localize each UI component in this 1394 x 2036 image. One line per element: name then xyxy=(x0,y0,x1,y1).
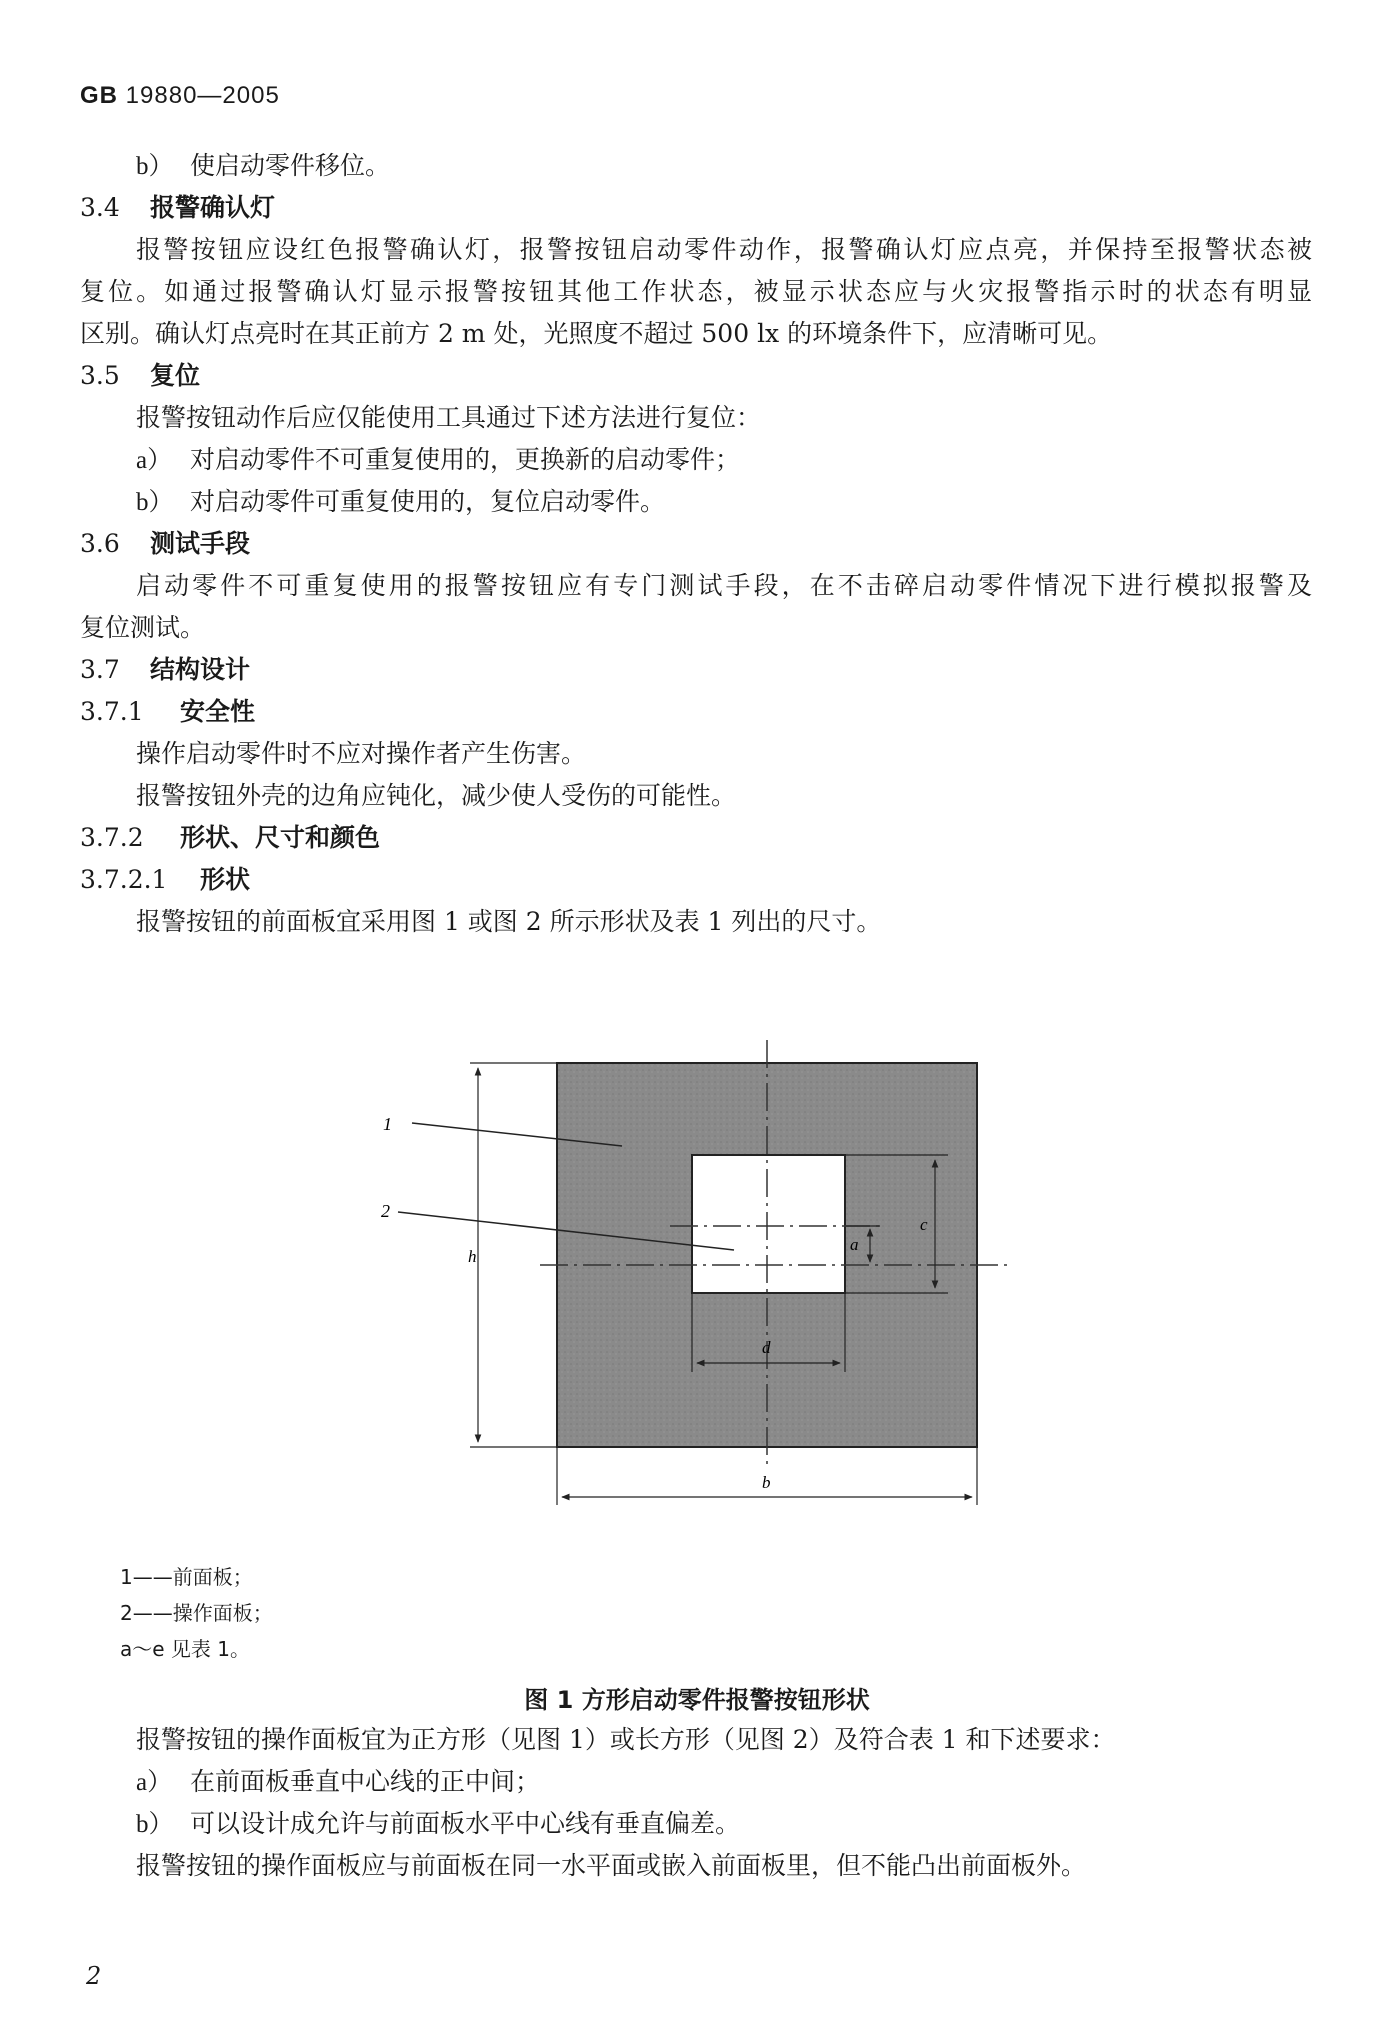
list-item: b） 使启动零件移位。 xyxy=(136,151,391,180)
paragraph-line: 操作启动零件时不应对操作者产生伤害。 xyxy=(136,739,587,768)
figure-legend-3: a～e 见表 1。 xyxy=(120,1637,250,1661)
label-1: 1 xyxy=(383,1114,392,1134)
section-heading: 3.6 测试手段 xyxy=(80,529,251,558)
paragraph-line: 报警按钮外壳的边角应钝化，减少使人受伤的可能性。 xyxy=(136,781,737,810)
section-heading: 3.4 报警确认灯 xyxy=(80,193,276,222)
standard-prefix: GB xyxy=(80,82,118,109)
section-heading: 3.7.2.1 形状 xyxy=(80,865,251,894)
figure-caption: 图 1 方形启动零件报警按钮形状 xyxy=(524,1686,870,1714)
figure-legend-1: 1——前面板； xyxy=(120,1565,253,1589)
section-heading: 3.7.1 安全性 xyxy=(80,697,256,726)
paragraph-line: 复位测试。 xyxy=(80,613,206,642)
figure-legend-2: 2——操作面板； xyxy=(120,1601,273,1625)
paragraph-line: 启动零件不可重复使用的报警按钮应有专门测试手段，在不击碎启动零件情况下进行模拟报警及 xyxy=(136,571,1312,600)
page-number: 2 xyxy=(86,1962,102,1990)
dim-d: d xyxy=(762,1338,771,1357)
operating-panel xyxy=(692,1155,845,1293)
dim-a: a xyxy=(850,1235,859,1254)
list-item: a） 在前面板垂直中心线的正中间； xyxy=(136,1767,541,1796)
section-heading: 3.5 复位 xyxy=(80,361,201,390)
paragraph-line: 报警按钮应设红色报警确认灯，报警按钮启动零件动作，报警确认灯应点亮，并保持至报警状态被 xyxy=(136,235,1312,264)
list-item: b） 可以设计成允许与前面板水平中心线有垂直偏差。 xyxy=(136,1809,741,1838)
list-item: a） 对启动零件不可重复使用的，更换新的启动零件； xyxy=(136,445,741,474)
list-item: b） 对启动零件可重复使用的，复位启动零件。 xyxy=(136,487,666,516)
section-heading: 3.7 结构设计 xyxy=(80,655,251,684)
paragraph-line: 区别。确认灯点亮时在其正前方 2 m 处，光照度不超过 500 lx 的环境条件下，应清晰可见。 xyxy=(80,319,1113,348)
paragraph-line: 报警按钮的前面板宜采用图 1 或图 2 所示形状及表 1 列出的尺寸。 xyxy=(136,907,882,936)
paragraph-line: 复位。如通过报警确认灯显示报警按钮其他工作状态，被显示状态应与火灾报警指示时的状态有明显 xyxy=(80,277,1312,306)
dim-c: c xyxy=(920,1215,928,1234)
paragraph-line: 报警按钮的操作面板宜为正方形（见图 1）或长方形（见图 2）及符合表 1 和下述要求： xyxy=(136,1725,1116,1754)
paragraph-line: 报警按钮的操作面板应与前面板在同一水平面或嵌入前面板里，但不能凸出前面板外。 xyxy=(136,1851,1087,1880)
standard-number: 19880—2005 xyxy=(125,82,280,109)
label-2: 2 xyxy=(381,1201,390,1221)
dim-b: b xyxy=(762,1473,771,1492)
section-heading: 3.7.2 形状、尺寸和颜色 xyxy=(80,823,381,852)
dim-h: h xyxy=(468,1247,477,1266)
paragraph-line: 报警按钮动作后应仅能使用工具通过下述方法进行复位： xyxy=(136,403,762,432)
